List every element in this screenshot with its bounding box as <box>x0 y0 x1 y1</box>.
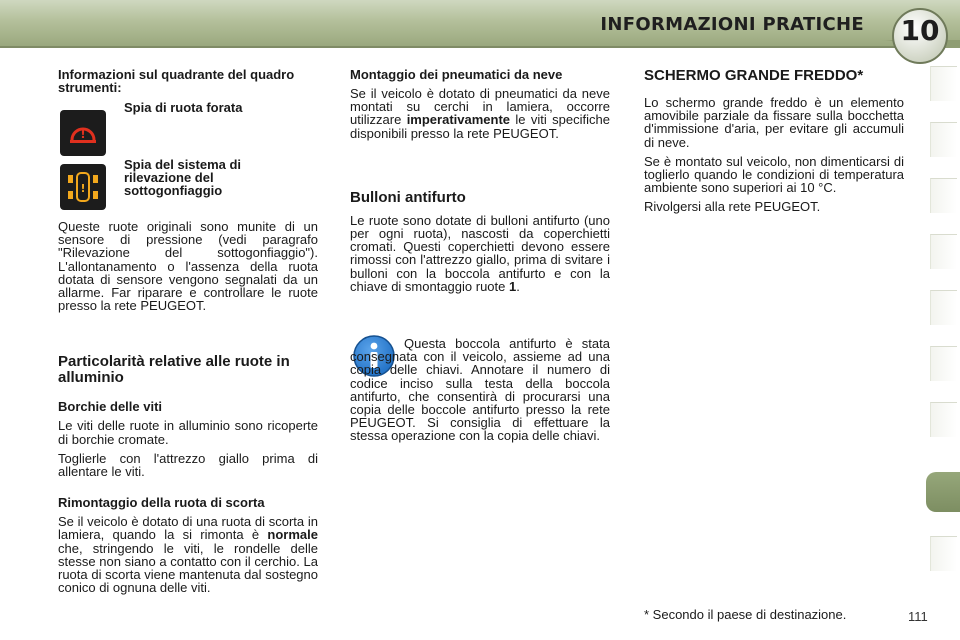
cold-screen-paragraph-2: Se è montato sul veicolo, non dimenticarsi di toglierlo quando le condizioni di temperatura ambiente sono superiori ai 10 °C. <box>644 153 904 196</box>
warning2-label-wrap <box>124 158 284 197</box>
chapter-tab[interactable] <box>930 536 957 571</box>
chapter-tab-active[interactable] <box>926 472 960 512</box>
snow-tyres-text-bold: imperativamente <box>406 112 511 128</box>
chapter-tab[interactable] <box>930 234 957 269</box>
anti-theft-paragraph <box>350 214 610 293</box>
wheel-bolt-covers-heading: Borchie delle viti <box>58 399 163 415</box>
spare-wheel-text-b: che, stringendo le viti, le rondelle delle stesse non siano a contatto con il cerchio. La ruota di scorta viene mantenuta dal sostegno conico di ognuna delle viti. <box>58 540 318 596</box>
spare-wheel-text-bold: normale <box>267 527 318 543</box>
column-left <box>58 68 318 94</box>
svg-text:!: ! <box>80 182 86 195</box>
cold-screen-heading: SCHERMO GRANDE FREDDO* <box>644 67 864 84</box>
chapter-title: INFORMAZIONI PRATICHE <box>600 14 864 35</box>
snow-tyres-text-b: le viti specifiche disponibili presso la rete PEUGEOT. <box>350 112 610 141</box>
col1-body <box>58 220 318 594</box>
sensor-paragraph: Queste ruote originali sono munite di un sensore di pressione (vedi paragrafo "Rilevazione del sottogonfiaggio"). L'allontanamento o l'assenza della ruota dotata di sensore vengono segnalati da un allarme. Far riparare e controllare le ruote presso la rete PEUGEOT. <box>58 219 318 314</box>
svg-text:!: ! <box>80 127 86 141</box>
footnote: * Secondo il paese di destinazione. <box>644 607 847 622</box>
header-swoosh-decoration <box>0 40 960 54</box>
cold-screen-paragraph-3: Rivolgersi alla rete PEUGEOT. <box>644 199 821 215</box>
chapter-tab[interactable] <box>930 178 957 213</box>
warning1-label-wrap <box>124 101 274 114</box>
chapter-tab-strip <box>926 66 960 586</box>
anti-theft-bolts-heading: Bulloni antifurto <box>350 188 466 206</box>
chapter-tab[interactable] <box>930 346 957 381</box>
flat-tyre-warning-icon <box>60 110 106 156</box>
flat-tyre-warning-label: Spia di ruota forata <box>124 100 243 115</box>
spare-wheel-refit-heading: Rimontaggio della ruota di scorta <box>58 495 265 511</box>
bolt-covers-paragraph-1: Le viti delle ruote in alluminio sono ricoperte di borchie cromate. <box>58 418 318 447</box>
aluminium-wheels-heading: Particolarità relative alle ruote in alluminio <box>58 353 290 387</box>
chapter-tab[interactable] <box>930 290 957 325</box>
column-right <box>644 68 904 214</box>
cold-screen-paragraph-1: Lo schermo grande freddo è un elemento amovibile parziale da fissare sulla bocchetta d'immissione d'aria, per evitare gli accumuli di neve. <box>644 95 904 150</box>
spare-wheel-paragraph <box>58 515 318 594</box>
chapter-number: 10 <box>900 14 940 47</box>
underinflation-warning-label: Spia del sistema di rilevazione del sottogonfiaggio <box>124 157 242 198</box>
page-number: 111 <box>908 609 928 624</box>
snow-tyres-text-a: Se il veicolo è dotato di pneumatici da neve montati su cerchi in lamiera, occorre utilizzare <box>350 86 610 128</box>
spare-wheel-text-a: Se il veicolo è dotato di una ruota di scorta in lamiera, quando la si rimonta è <box>58 514 318 543</box>
column-middle <box>350 68 610 293</box>
info-note-text: Questa boccola antifurto è stata consegnata con il veicolo, assieme ad una copia delle chiavi. Annotare il numero di codice inciso sulla testa della boccola antifurto, che consentirà di procurarsi una copia delle boccole antifurto presso la rete PEUGEOT. Si consiglia di effettuare la stessa operazione con la copia delle chiavi. <box>350 336 610 444</box>
chapter-tab[interactable] <box>930 122 957 157</box>
snow-tyres-paragraph <box>350 87 610 140</box>
anti-theft-text-b: . <box>516 278 520 294</box>
anti-theft-text-bold: 1 <box>508 278 517 294</box>
info-box <box>350 337 610 443</box>
bolt-covers-paragraph-2: Toglierle con l'attrezzo giallo prima di allentare le viti. <box>58 450 318 480</box>
snow-tyres-heading: Montaggio dei pneumatici da neve <box>350 67 563 82</box>
underinflation-detection-icon <box>60 164 106 210</box>
dashboard-info-heading: Informazioni sul quadrante del quadro strumenti: <box>58 67 295 95</box>
chapter-tab[interactable] <box>930 402 957 437</box>
anti-theft-text-a: Le ruote sono dotate di bulloni antifurto (uno per ogni ruota), nascosti da coperchietti cromati. Questi coperchietti devono essere rimossi con l'attrezzo giallo, prima di svitare i bulloni con la boccola antifurto e con la chiave di smontaggio ruote <box>350 212 610 294</box>
chapter-tab[interactable] <box>930 66 957 101</box>
